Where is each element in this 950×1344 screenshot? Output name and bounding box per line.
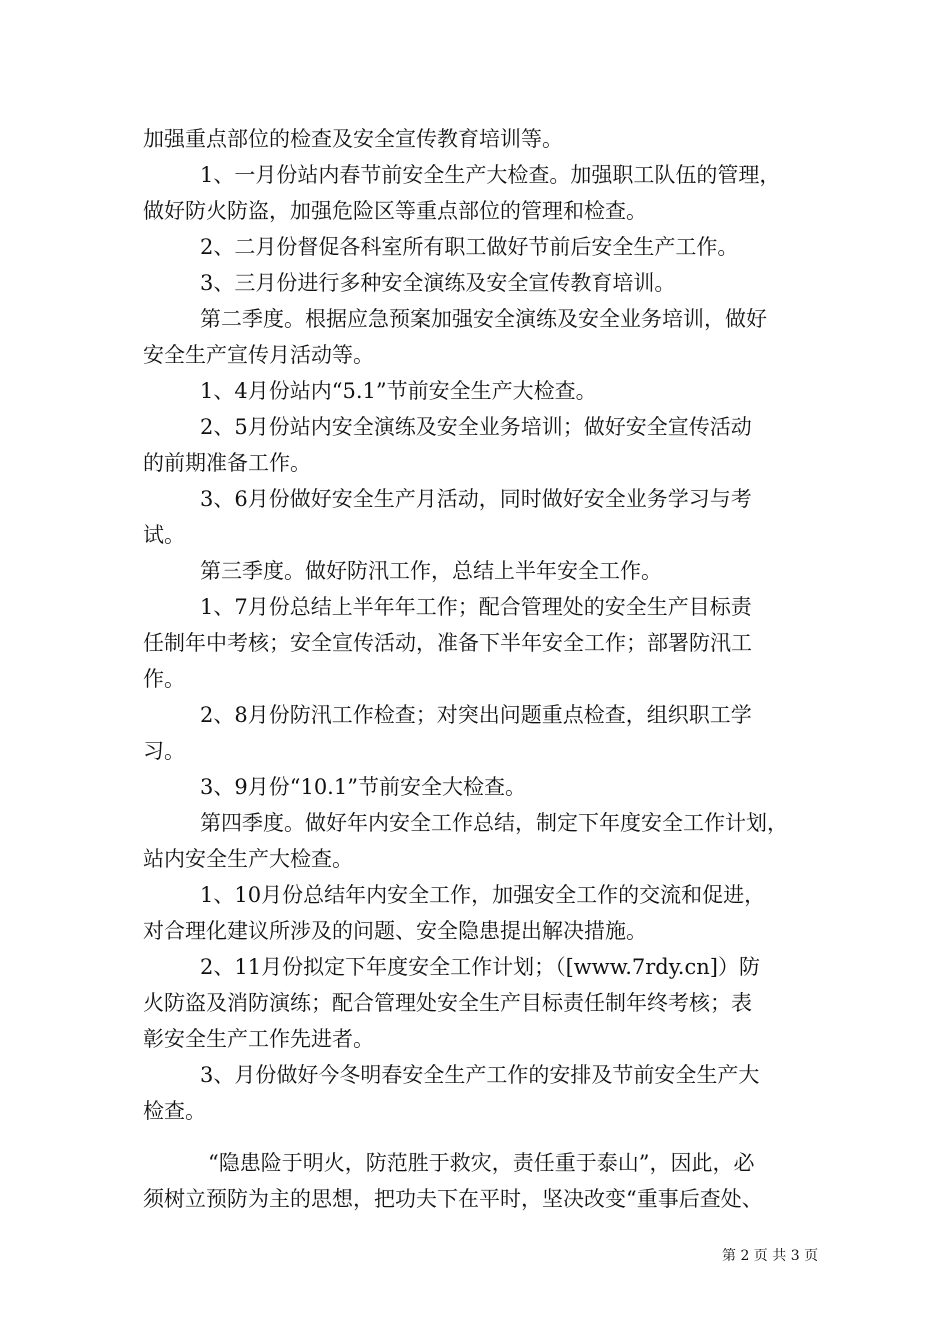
text-line: 站内安全生产大检查。 <box>143 847 353 871</box>
page-footer: 第 2 页 共 3 页 <box>722 1248 819 1264</box>
text-line: 2、8月份防汛工作检查；对突出问题重点检查，组织职工学 <box>200 703 752 727</box>
text-line: 火防盗及消防演练；配合管理处安全生产目标责任制年终考核；表 <box>143 991 752 1015</box>
text-line: 须树立预防为主的思想，把功夫下在平时，坚决改变“重事后查处、 <box>143 1187 763 1211</box>
text-line: 1、一月份站内春节前安全生产大检查。加强职工队伍的管理， <box>200 163 781 187</box>
text-line: 对合理化建议所涉及的问题、安全隐患提出解决措施。 <box>143 919 647 943</box>
text-line: 做好防火防盗，加强危险区等重点部位的管理和检查。 <box>143 199 647 223</box>
text-line: 习。 <box>143 739 185 763</box>
text-line: 1、4月份站内“5.1”节前安全生产大检查。 <box>200 379 597 403</box>
text-line: 3、9月份“10.1”节前安全大检查。 <box>200 775 526 799</box>
text-line: 作。 <box>143 667 185 691</box>
text-line: 2、5月份站内安全演练及安全业务培训；做好安全宣传活动 <box>200 415 752 439</box>
text-line: 第三季度。做好防汛工作，总结上半年安全工作。 <box>200 559 662 583</box>
text-line: 3、6月份做好安全生产月活动，同时做好安全业务学习与考 <box>200 487 752 511</box>
text-line: 第二季度。根据应急预案加强安全演练及安全业务培训，做好 <box>200 307 767 331</box>
text-line: 1、10月份总结年内安全工作，加强安全工作的交流和促进， <box>200 883 766 907</box>
text-line: 2、二月份督促各科室所有职工做好节前后安全生产工作。 <box>200 235 739 259</box>
text-line: 试。 <box>143 523 185 547</box>
text-line: 检查。 <box>143 1099 206 1123</box>
text-line: 2、11月份拟定下年度安全工作计划；（[www.7rdy.cn]）防 <box>200 955 760 979</box>
text-line: 3、三月份进行多种安全演练及安全宣传教育培训。 <box>200 271 676 295</box>
text-line: 安全生产宣传月活动等。 <box>143 343 374 367</box>
text-line: “隐患险于明火，防范胜于救灾，责任重于泰山”，因此，必 <box>208 1151 755 1175</box>
text-line: 的前期准备工作。 <box>143 451 311 475</box>
text-line: 1、7月份总结上半年年工作；配合管理处的安全生产目标责 <box>200 595 752 619</box>
text-line: 3、月份做好今冬明春安全生产工作的安排及节前安全生产大 <box>200 1063 760 1087</box>
text-line: 任制年中考核；安全宣传活动，准备下半年安全工作；部署防汛工 <box>143 631 752 655</box>
text-line: 彰安全生产工作先进者。 <box>143 1027 374 1051</box>
text-line: 加强重点部位的检查及安全宣传教育培训等。 <box>143 127 563 151</box>
text-line: 第四季度。做好年内安全工作总结，制定下年度安全工作计划， <box>200 811 788 835</box>
